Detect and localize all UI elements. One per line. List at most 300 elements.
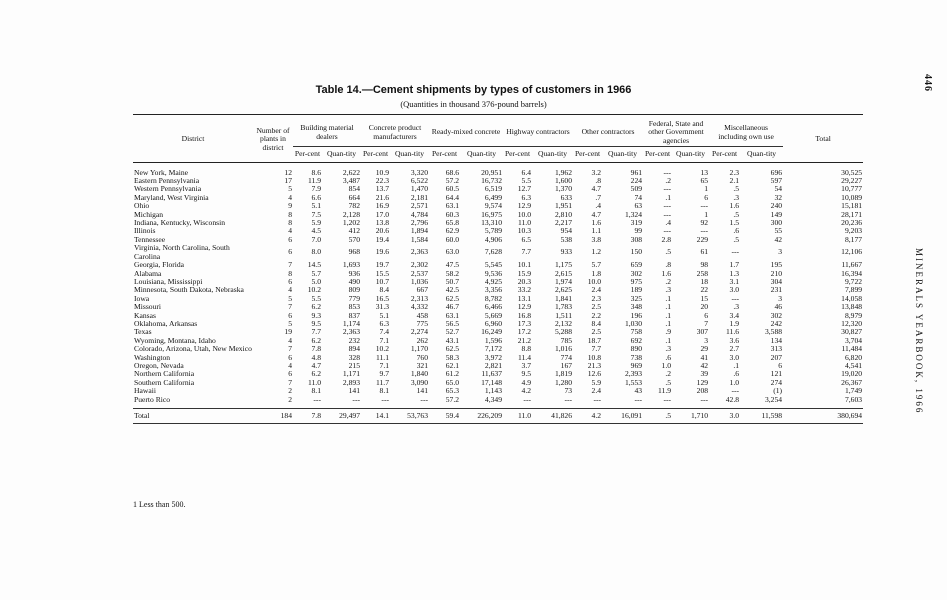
table-cell: ---: [663, 209, 672, 219]
table-cell: .1: [665, 302, 672, 312]
table-cell: 8.1: [311, 386, 321, 396]
table-cell: 8,782: [484, 293, 503, 303]
district-name: Western Pennsylvania: [134, 184, 202, 194]
table-cell: 196: [630, 310, 643, 320]
table-cell: 6.2: [311, 369, 321, 379]
table-cell: ---: [634, 394, 643, 404]
table-cell: 302: [630, 268, 643, 278]
table-cell: 9,536: [484, 268, 503, 278]
table-cell: 1.9: [729, 318, 740, 328]
table-cell: .5: [643, 409, 672, 424]
table-cell: 2,622: [342, 167, 361, 177]
table-cell: 73: [564, 386, 573, 396]
table-cell: 17.0: [375, 209, 390, 219]
table-cell: ---: [593, 394, 602, 404]
table-cell: 5.5: [311, 293, 321, 303]
table-cell: 141: [348, 386, 361, 396]
table-cell: 65.0: [445, 377, 460, 387]
table-cell: ---: [700, 201, 709, 211]
table-cell: 15: [700, 293, 709, 303]
table-cell: 2,363: [410, 247, 429, 257]
table-cell: 6.6: [311, 192, 321, 202]
table-cell: 6,960: [484, 318, 503, 328]
table-cell: 1,143: [484, 386, 503, 396]
table-cell: 11,637: [481, 369, 503, 379]
table-cell: 7.5: [311, 209, 321, 219]
table-cell: 12: [284, 167, 292, 177]
table-cell: 226,209: [460, 409, 503, 424]
table-cell: 9.7: [379, 369, 390, 379]
table-cell: 325: [630, 293, 643, 303]
table-cell: 809: [348, 285, 361, 295]
table-cell: 775: [416, 318, 429, 328]
table-cell: 167: [560, 360, 573, 370]
table-cell: 1.5: [729, 218, 740, 228]
table-cell: 738: [630, 352, 643, 362]
header-group: Highway contractors: [506, 127, 570, 137]
table-cell: 10.2: [307, 285, 321, 295]
table-cell: 8.1: [379, 386, 390, 396]
table-subtitle: (Quantities in thousand 376-pound barrels): [400, 99, 547, 109]
table-cell: 5.1: [379, 310, 390, 320]
district-name: Hawaii: [134, 386, 156, 396]
table-cell: 54: [774, 184, 783, 194]
table-cell: 7.7: [521, 247, 532, 257]
table-cell: 57.2: [445, 394, 460, 404]
table-cell: 5,669: [484, 310, 503, 320]
header-group: Ready-mixed concrete: [431, 127, 501, 137]
table-cell: .4: [595, 201, 602, 211]
table-cell: 17: [284, 176, 292, 186]
table-cell: 664: [348, 192, 361, 202]
table-cell: 58.2: [445, 268, 460, 278]
header-percent: Per-cent: [643, 147, 672, 162]
table-cell: 29: [700, 344, 709, 354]
table-cell: 61: [700, 247, 709, 257]
table-cell: 5: [288, 318, 292, 328]
table-cell: 3,972: [484, 352, 503, 362]
table-cell: 63.1: [445, 201, 460, 211]
table-cell: 1: [704, 184, 709, 194]
table-cell: 1,036: [410, 276, 429, 286]
district-name: Colorado, Arizona, Utah, New Mexico: [134, 344, 252, 354]
table-cell: 16,975: [481, 209, 503, 219]
table-cell: 837: [348, 310, 361, 320]
table-cell: 184: [253, 409, 293, 424]
district-name: Missouri: [134, 302, 162, 312]
table-cell: 2,796: [410, 218, 429, 228]
table-cell: ---: [420, 394, 429, 404]
district-name: Oregon, Nevada: [134, 360, 184, 370]
table-cell: 6.3: [379, 318, 390, 328]
table-cell: .3: [665, 344, 672, 354]
header-percent: Per-cent: [709, 147, 740, 162]
table-cell: 20.3: [517, 276, 532, 286]
table-cell: 215: [348, 360, 361, 370]
table-cell: 380,694: [783, 409, 863, 424]
table-cell: 1,170: [410, 344, 429, 354]
table-cell: .2: [665, 176, 672, 186]
table-cell: 42.5: [445, 285, 460, 295]
table-cell: .1: [665, 310, 672, 320]
table-cell: ---: [663, 394, 672, 404]
table-row: [133, 162, 863, 177]
table-cell: .6: [665, 352, 672, 362]
table-cell: 1,584: [410, 234, 429, 244]
table-cell: 16.8: [517, 310, 532, 320]
table-cell: 2,302: [410, 260, 429, 270]
table-container: [133, 114, 863, 424]
table-cell: 3.1: [729, 276, 740, 286]
running-head: MINERALS YEARBOOK, 1966: [914, 248, 924, 415]
table-cell: 47.5: [445, 260, 460, 270]
table-cell: 61.2: [445, 369, 460, 379]
table-cell: 458: [416, 310, 429, 320]
table-cell: 412: [348, 226, 361, 236]
table-cell: 8,177: [844, 234, 863, 244]
table-cell: 760: [416, 352, 429, 362]
table-cell: ---: [663, 226, 672, 236]
table-cell: 7: [288, 260, 292, 270]
table-cell: 68.6: [445, 167, 460, 177]
table-cell: 692: [630, 335, 643, 345]
table-cell: 7,628: [484, 247, 503, 257]
table-cell: 933: [560, 247, 573, 257]
table-cell: 7.4: [379, 327, 390, 337]
table-cell: 60.0: [445, 234, 460, 244]
table-cell: 4,906: [484, 234, 503, 244]
table-cell: 1,840: [410, 369, 429, 379]
table-cell: 8.4: [379, 285, 390, 295]
table-cell: (1): [773, 386, 783, 396]
table-cell: 8.8: [521, 344, 532, 354]
header-quantity: Quan-tity: [390, 147, 429, 162]
table-cell: 42: [700, 360, 709, 370]
table-cell: 1,030: [624, 318, 643, 328]
table-cell: 954: [560, 226, 573, 236]
table-cell: 6,820: [844, 352, 863, 362]
table-cell: 14.5: [307, 260, 321, 270]
table-cell: 6: [288, 352, 292, 362]
table-cell: 224: [630, 176, 643, 186]
table-cell: 968: [348, 247, 361, 257]
table-cell: 231: [770, 285, 783, 295]
table-cell: ---: [731, 247, 740, 257]
table-cell: 20: [700, 302, 709, 312]
district-name: Georgia, Florida: [134, 260, 185, 270]
table-cell: 2,217: [554, 218, 573, 228]
header-group: Concrete product manufacturers: [368, 123, 422, 141]
header-plants: Number of plants in district: [256, 125, 290, 152]
table-cell: 2.7: [729, 344, 740, 354]
table-cell: 1.0: [729, 377, 740, 387]
table-cell: 5.7: [311, 268, 321, 278]
table-cell: 774: [560, 352, 573, 362]
table-cell: 20.6: [375, 226, 390, 236]
table-cell: 13,310: [481, 218, 503, 228]
table-cell: ---: [731, 386, 740, 396]
table-cell: 4.5: [311, 226, 321, 236]
table-cell: 1.6: [661, 268, 672, 278]
table-cell: 2.5: [591, 302, 602, 312]
table-cell: 141: [416, 386, 429, 396]
table-cell: 1.6: [729, 201, 740, 211]
table-cell: 4,784: [410, 209, 429, 219]
table-cell: 4: [288, 335, 292, 345]
table-cell: 3,356: [484, 285, 503, 295]
table-row: [133, 396, 863, 409]
table-cell: 242: [770, 318, 783, 328]
table-cell: 22: [700, 285, 709, 295]
table-cell: .9: [665, 327, 672, 337]
table-cell: 3,487: [342, 176, 361, 186]
table-cell: 26,367: [841, 377, 863, 387]
table-body: [133, 162, 863, 424]
table-cell: 63.0: [445, 247, 460, 257]
table-cell: 13: [700, 167, 709, 177]
table-cell: 10.9: [375, 167, 390, 177]
district-name: Tennessee: [134, 234, 166, 244]
table-cell: 3,320: [410, 167, 429, 177]
table-cell: 20,236: [841, 218, 863, 228]
table-cell: 4: [288, 360, 292, 370]
table-cell: 5.9: [311, 218, 321, 228]
table-cell: 785: [560, 335, 573, 345]
table-cell: 150: [630, 247, 643, 257]
table-cell: 890: [630, 344, 643, 354]
table-cell: 1: [704, 209, 709, 219]
table-cell: 1.7: [729, 260, 740, 270]
table-cell: 13.7: [375, 184, 390, 194]
table-cell: 7.7: [311, 327, 321, 337]
table-cell: ---: [663, 201, 672, 211]
table-cell: 538: [560, 234, 573, 244]
table-row: [133, 409, 863, 424]
table-cell: 5: [288, 184, 292, 194]
table-cell: .2: [665, 276, 672, 286]
table-cell: 16.9: [375, 201, 390, 211]
table-cell: 7: [288, 344, 292, 354]
table-cell: 16,732: [481, 176, 503, 186]
table-cell: 3.6: [729, 335, 740, 345]
table-cell: 8.0: [311, 247, 321, 257]
table-cell: 3,588: [764, 327, 783, 337]
table-cell: 262: [416, 335, 429, 345]
table-cell: 3.0: [729, 285, 740, 295]
table-cell: 975: [630, 276, 643, 286]
table-cell: 1,324: [624, 209, 643, 219]
table-cell: 5.7: [591, 260, 602, 270]
table-cell: 207: [770, 352, 783, 362]
table-cell: 33.2: [517, 285, 532, 295]
table-cell: 9.3: [311, 310, 321, 320]
table-cell: 6.2: [311, 335, 321, 345]
district-name: Indiana, Kentucky, Wisconsin: [134, 218, 226, 228]
table-cell: 21.6: [375, 192, 390, 202]
table-cell: 1,974: [554, 276, 573, 286]
table-cell: 9.5: [521, 369, 532, 379]
table-cell: 62.5: [445, 293, 460, 303]
table-cell: 12,106: [841, 247, 863, 257]
table-cell: 12,320: [841, 318, 863, 328]
table-cell: 2,363: [342, 327, 361, 337]
table-cell: 4.2: [521, 386, 532, 396]
table-cell: 6: [288, 310, 292, 320]
table-cell: 7.7: [591, 344, 602, 354]
table-cell: 98: [700, 260, 709, 270]
table-cell: 2.1: [729, 176, 740, 186]
table-cell: 9,203: [844, 226, 863, 236]
table-cell: 1,749: [844, 386, 863, 396]
table-cell: 12.7: [517, 184, 532, 194]
table-cell: 30,525: [841, 167, 863, 177]
table-cell: 4.7: [591, 209, 602, 219]
table-cell: 56.5: [445, 318, 460, 328]
header-district: District: [181, 134, 205, 144]
table-cell: 8: [288, 209, 292, 219]
table-cell: 32: [774, 192, 783, 202]
table-cell: 1,202: [342, 218, 361, 228]
table-cell: 6: [704, 192, 709, 202]
table-cell: ---: [731, 293, 740, 303]
table-cell: 2,274: [410, 327, 429, 337]
table-cell: 4,349: [484, 394, 503, 404]
table-cell: 2,571: [410, 201, 429, 211]
table-cell: 10.3: [517, 226, 532, 236]
district-name: Texas: [134, 327, 152, 337]
table-cell: 5.5: [521, 176, 532, 186]
table-cell: 2: [288, 394, 292, 404]
table-cell: 2.3: [591, 293, 602, 303]
table-cell: 4.9: [521, 377, 532, 387]
table-cell: 1.3: [729, 268, 740, 278]
table-cell: 2,625: [554, 285, 573, 295]
table-cell: 6.4: [521, 167, 532, 177]
table-row: [133, 244, 863, 261]
table-cell: 302: [770, 310, 783, 320]
table-cell: 258: [696, 268, 709, 278]
table-cell: .3: [665, 285, 672, 295]
table-cell: 59.4: [429, 409, 460, 424]
table-cell: 4.2: [573, 409, 602, 424]
table-cell: 11,598: [740, 409, 783, 424]
table-cell: 3: [778, 293, 783, 303]
table-cell: 348: [630, 302, 643, 312]
table-cell: 19: [284, 327, 292, 337]
table-cell: 5,545: [484, 260, 503, 270]
table-cell: 300: [770, 218, 783, 228]
table-cell: 11.7: [376, 377, 390, 387]
table-cell: 1,016: [554, 344, 573, 354]
table-cell: 11,667: [841, 260, 863, 270]
header-percent: Per-cent: [429, 147, 460, 162]
table-cell: 10,777: [841, 184, 863, 194]
district-name: Eastern Pennsylvania: [134, 176, 200, 186]
table-cell: 894: [348, 344, 361, 354]
table-cell: 11.6: [726, 327, 740, 337]
table-cell: 2.3: [729, 167, 740, 177]
table-cell: 62.5: [445, 344, 460, 354]
table-cell: 65.3: [445, 386, 460, 396]
table-cell: 4.7: [591, 184, 602, 194]
table-cell: .5: [733, 184, 740, 194]
table-cell: ---: [700, 394, 709, 404]
table-cell: 2.5: [591, 327, 602, 337]
table-cell: 6.5: [521, 234, 532, 244]
table-cell: 11.0: [518, 218, 532, 228]
table-cell: 11.0: [307, 377, 321, 387]
header-quantity: Quan-tity: [672, 147, 709, 162]
table-cell: 9: [288, 201, 292, 211]
table-cell: 11.9: [307, 176, 321, 186]
header-quantity: Quan-tity: [602, 147, 643, 162]
table-cell: 1.0: [661, 360, 672, 370]
district-name: Iowa: [134, 293, 150, 303]
table-cell: 6.3: [521, 192, 532, 202]
table-cell: 6: [288, 247, 292, 257]
table-cell: 21.3: [587, 360, 602, 370]
table-cell: .1: [665, 335, 672, 345]
table-cell: 65: [700, 176, 709, 186]
table-cell: 1,962: [554, 167, 573, 177]
table-cell: 307: [696, 327, 709, 337]
table-cell: 41,826: [532, 409, 573, 424]
table-cell: 5.0: [311, 276, 321, 286]
table-cell: 1,511: [555, 310, 573, 320]
table-cell: 2.4: [591, 285, 602, 295]
table-cell: 597: [770, 176, 783, 186]
table-cell: 7.9: [311, 184, 321, 194]
table-cell: 65.8: [445, 218, 460, 228]
table-cell: 6,519: [484, 184, 503, 194]
table-cell: .1: [733, 360, 740, 370]
table-cell: .5: [665, 377, 672, 387]
table-cell: 2.4: [591, 386, 602, 396]
table-cell: .3: [733, 302, 740, 312]
table-cell: 779: [348, 293, 361, 303]
table-cell: 7.8: [311, 344, 321, 354]
table-cell: 11,484: [841, 344, 863, 354]
table-cell: 969: [630, 360, 643, 370]
table-cell: 7.0: [311, 234, 321, 244]
table-cell: 63: [634, 201, 643, 211]
table-cell: 570: [348, 234, 361, 244]
table-cell: .3: [733, 192, 740, 202]
header-percent: Per-cent: [293, 147, 322, 162]
table-cell: 2,128: [342, 209, 361, 219]
table-cell: 30,827: [841, 327, 863, 337]
table-cell: .1: [665, 192, 672, 202]
table-cell: 11.4: [518, 352, 532, 362]
table-cell: 1,841: [554, 293, 573, 303]
district-name: New York, Maine: [134, 167, 188, 177]
table-cell: 1,175: [554, 260, 573, 270]
table-cell: 1,951: [554, 201, 573, 211]
header-percent: Per-cent: [361, 147, 390, 162]
table-cell: 46.7: [445, 302, 460, 312]
table-cell: 60.3: [445, 209, 460, 219]
table-cell: 41: [700, 352, 709, 362]
table-cell: 2.8: [661, 234, 672, 244]
table-cell: 6,466: [484, 302, 503, 312]
district-name: Louisiana, Mississippi: [134, 276, 203, 286]
table-cell: 3.7: [521, 360, 532, 370]
table-cell: 758: [630, 327, 643, 337]
table-cell: 11.9: [658, 386, 672, 396]
table-cell: ---: [381, 394, 390, 404]
table-cell: 6,522: [410, 176, 429, 186]
table-cell: 4: [288, 192, 292, 202]
